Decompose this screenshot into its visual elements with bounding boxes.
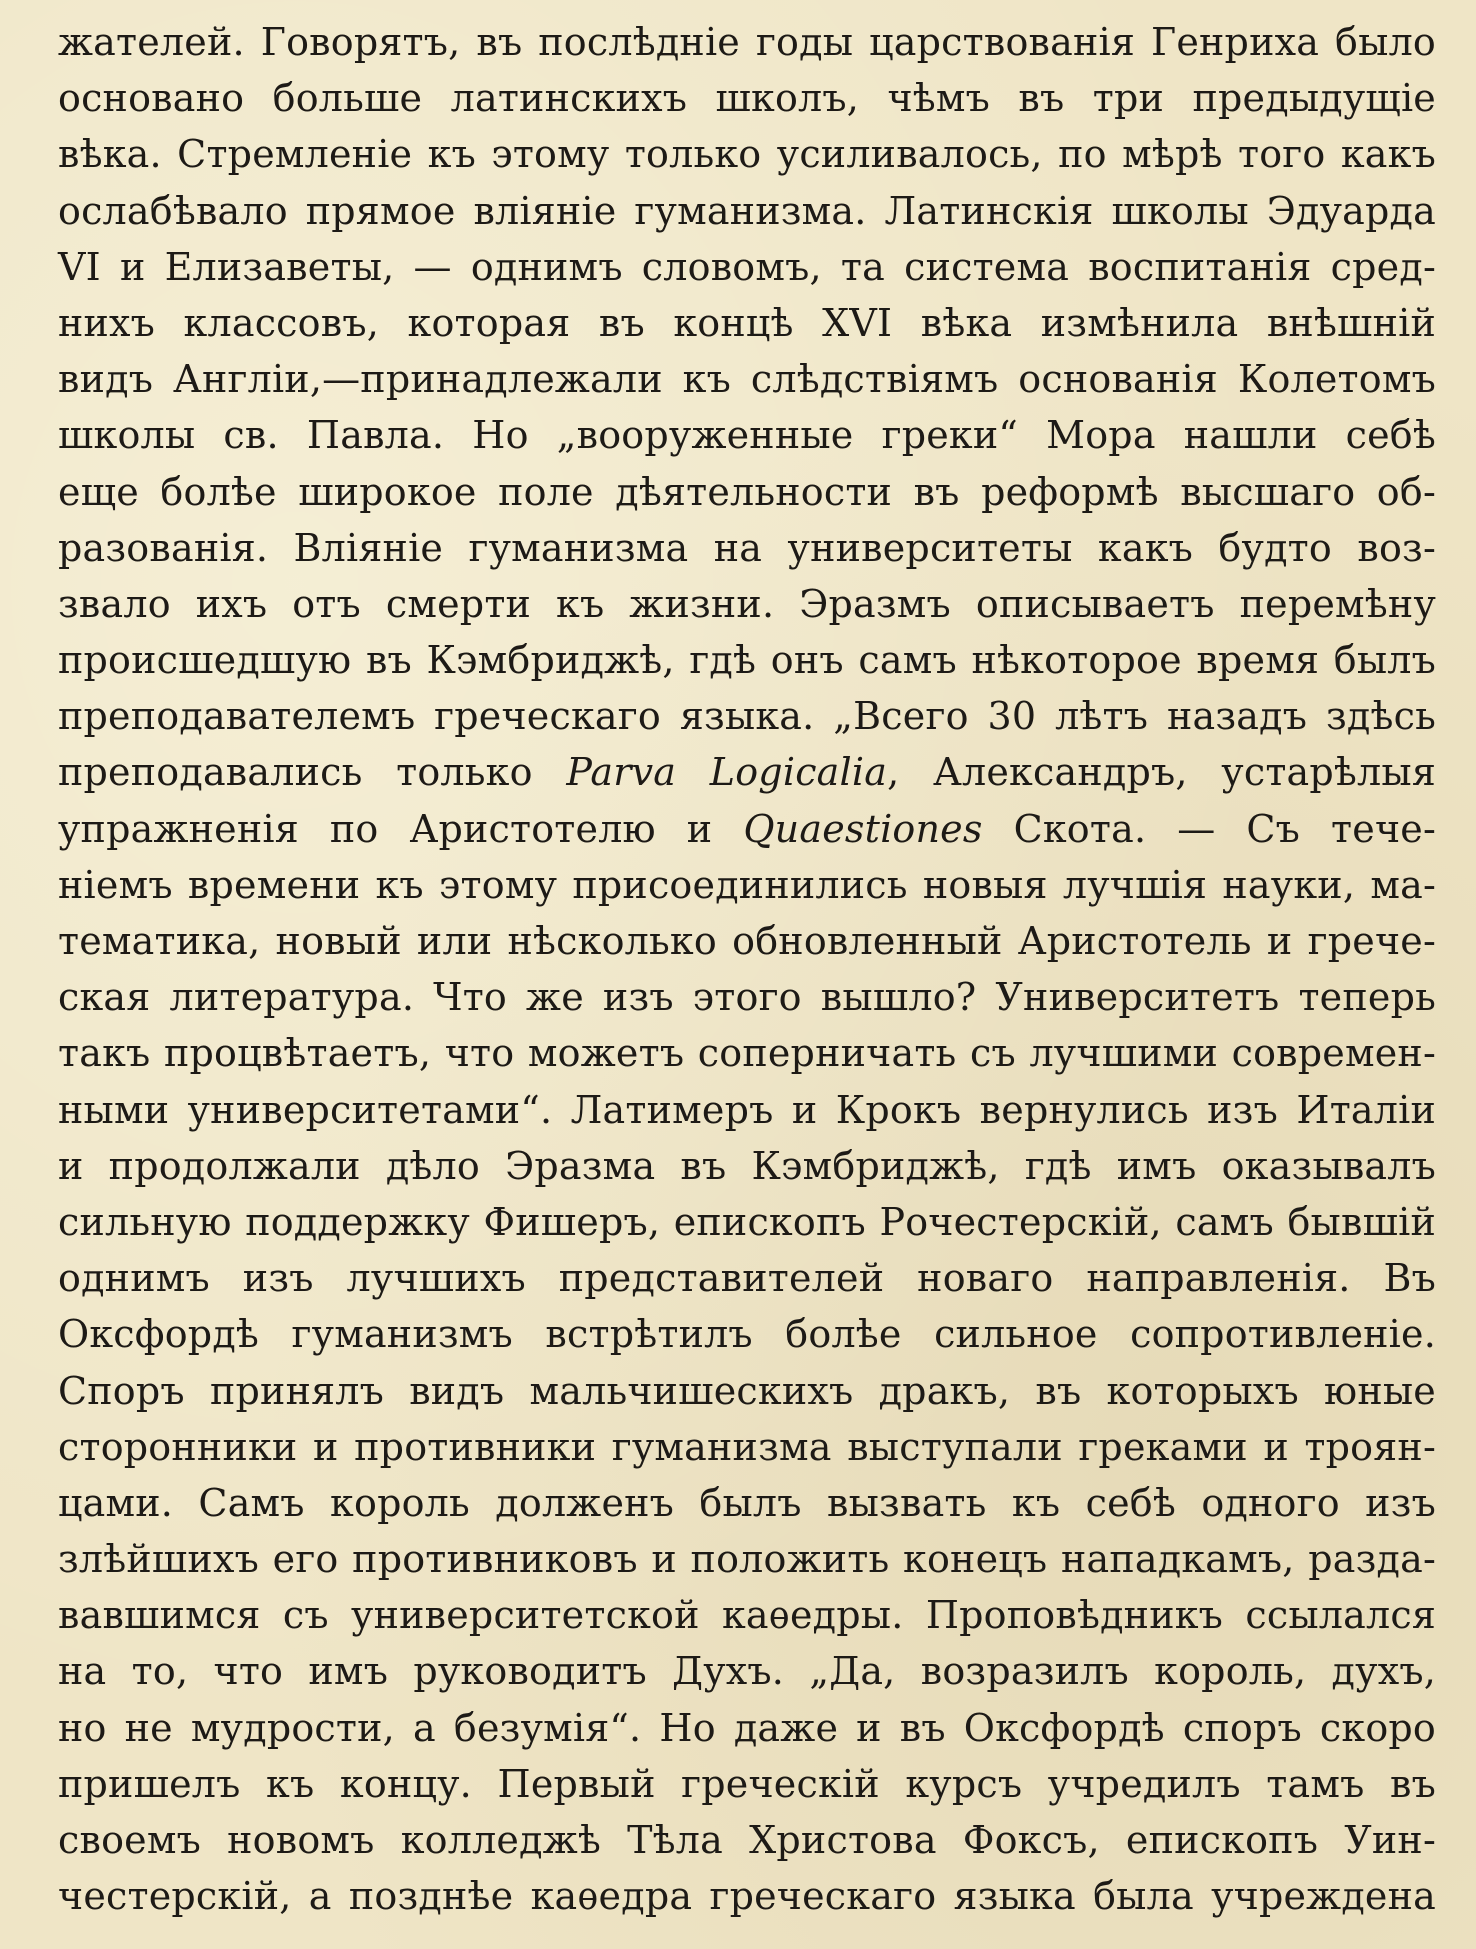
text-line: на то, что имъ руководитъ Духъ. „Да, возразилъ король, духъ,	[58, 1649, 1436, 1694]
text-line: сильную поддержку Фишеръ, епископъ Рочестерскій, самъ бывшій	[58, 1199, 1436, 1244]
text-line: преподавателемъ греческаго языка. „Всего 30 лѣтъ назадъ здѣсь	[58, 694, 1436, 739]
text-line: Споръ принялъ видъ мальчишескихъ дракъ, въ которыхъ юные	[58, 1368, 1436, 1413]
text-line: VI и Елизаветы, — однимъ словомъ, та система воспитанія сред-	[58, 244, 1436, 289]
text-line: разованія. Вліяніе гуманизма на университеты какъ будто воз-	[58, 525, 1436, 570]
text-line: цами. Самъ король долженъ былъ вызвать къ себѣ одного изъ	[58, 1480, 1436, 1525]
text-line: тематика, новый или нѣсколько обновленный Аристотель и грече-	[58, 919, 1436, 963]
text-line: школы св. Павла. Но „вооруженные греки“ Мора нашли себѣ	[58, 413, 1436, 458]
text-line: нихъ классовъ, которая въ концѣ XVI вѣка измѣнила внѣшній	[58, 300, 1436, 345]
text-line: звало ихъ отъ смерти къ жизни. Эразмъ описываетъ перемѣну	[58, 581, 1436, 626]
text-line: видъ Англіи,—принадлежали къ слѣдствіямъ основанія Колетомъ	[58, 357, 1436, 402]
text-line: но не мудрости, а безумія“. Но даже и въ Оксфордѣ споръ скоро	[58, 1705, 1436, 1750]
text-line: однимъ изъ лучшихъ представителей новаго направленія. Въ	[58, 1256, 1436, 1301]
text-line: ными университетами“. Латимеръ и Крокъ вернулись изъ Италіи	[58, 1087, 1436, 1132]
text-line: происшедшую въ Кэмбриджѣ, гдѣ онъ самъ нѣкоторое время былъ	[58, 638, 1436, 683]
text-line: Оксфордѣ гуманизмъ встрѣтилъ болѣе сильное сопротивленіе.	[58, 1312, 1436, 1357]
text-segment: упражненія по Аристотелю и	[58, 806, 744, 851]
text-line: еще болѣе широкое поле дѣятельности въ реформѣ высшаго об-	[58, 469, 1436, 514]
text-line: злѣйшихъ его противниковъ и положить конецъ нападкамъ, разда-	[58, 1537, 1436, 1582]
text-line: жателей. Говорятъ, въ послѣдніе годы царствованія Генриха было	[58, 20, 1436, 64]
text-line-with-italic	[58, 801, 1436, 857]
text-segment: , Александръ, устарѣлыя	[887, 750, 1436, 795]
text-line: ослабѣвало прямое вліяніе гуманизма. Латинскія школы Эдуарда	[58, 188, 1436, 233]
text-line: сторонники и противники гуманизма выступали греками и троян-	[58, 1424, 1436, 1469]
text-segment: Скота. — Съ тече-	[982, 806, 1436, 851]
text-line: вавшимся съ университетской каѳедры. Проповѣдникъ ссылался	[58, 1593, 1436, 1638]
text-line: честерскій, а позднѣе каѳедра греческаго языка была учреждена	[58, 1874, 1436, 1919]
text-line: вѣка. Стремленіе къ этому только усиливалось, по мѣрѣ того какъ	[58, 132, 1436, 177]
text-line: и продолжали дѣло Эразма въ Кэмбриджѣ, гдѣ имъ оказывалъ	[58, 1143, 1436, 1188]
text-line: пришелъ къ концу. Первый греческій курсъ учредилъ тамъ въ	[58, 1761, 1436, 1806]
latin-title-italic: Quaestiones	[743, 806, 983, 851]
latin-title-italic: Parva Logicalia	[566, 750, 888, 795]
text-line: основано больше латинскихъ школъ, чѣмъ въ три предыдущіе	[58, 76, 1436, 121]
body-text	[58, 14, 1436, 1924]
text-line: ніемъ времени къ этому присоединились новыя лучшія науки, ма-	[58, 862, 1436, 907]
text-line-with-italic	[58, 744, 1436, 800]
text-line: такъ процвѣтаетъ, что можетъ соперничать съ лучшими современ-	[58, 1031, 1436, 1076]
text-segment: преподавались только	[58, 750, 567, 795]
text-line: ская литература. Что же изъ этого вышло? Университетъ теперь	[58, 975, 1436, 1020]
text-line: своемъ новомъ колледжѣ Тѣла Христова Фоксъ, епископъ Уин-	[58, 1818, 1436, 1862]
